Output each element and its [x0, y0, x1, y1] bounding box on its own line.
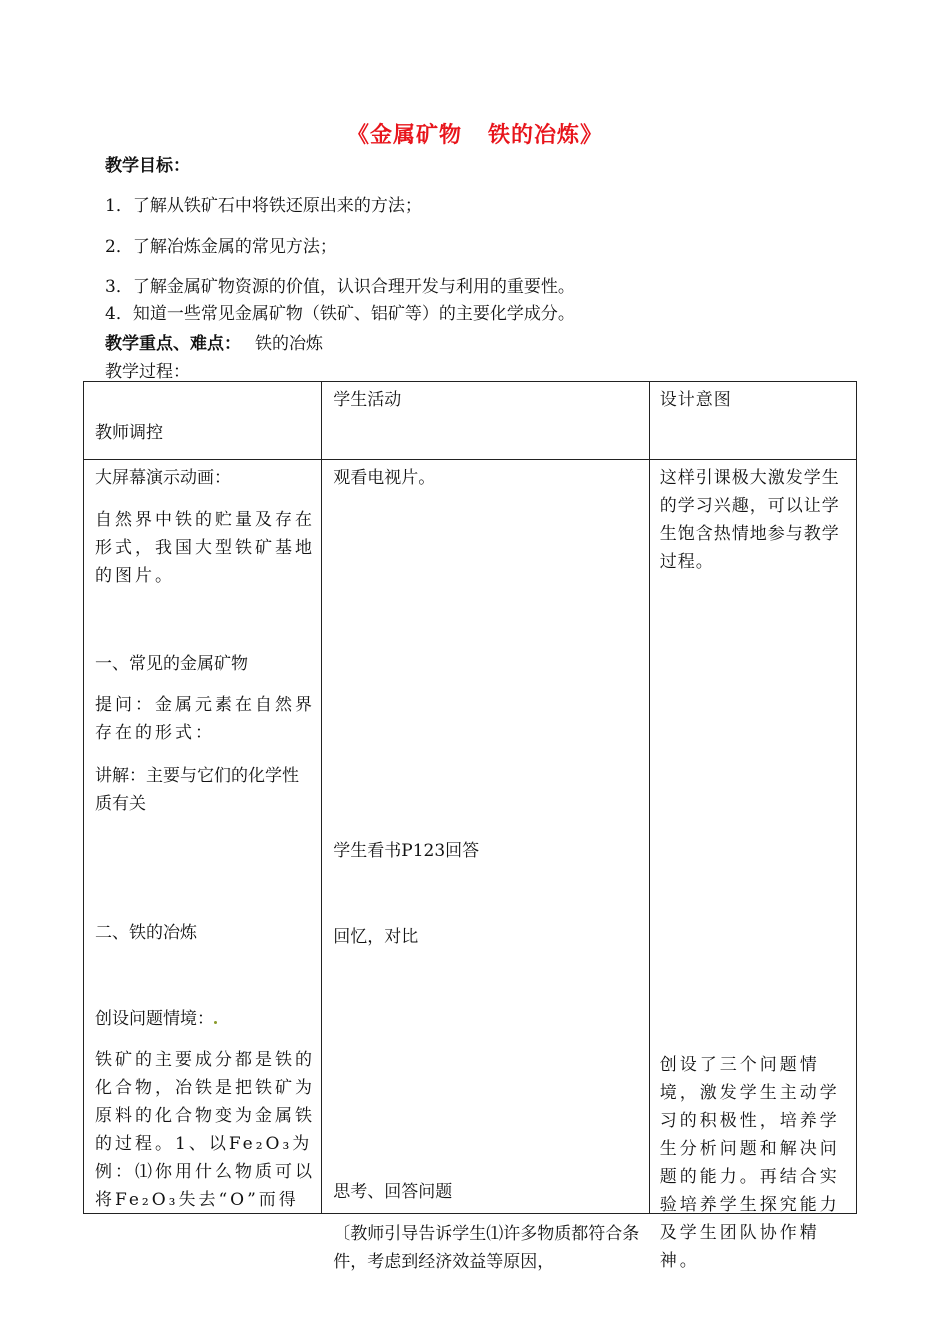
student-text-3: 回忆，对比	[333, 927, 419, 947]
header-student	[322, 382, 649, 460]
teacher-text-7: 创设问题情境：	[95, 1005, 315, 1033]
student-cell	[322, 460, 649, 1272]
teacher-cell	[84, 460, 322, 1214]
student-text-2: 学生看书P123回答	[333, 841, 480, 861]
teacher-text-2: 自然界中铁的贮量及存在形式，我国大型铁矿基地的图片。	[95, 510, 315, 586]
header-student-label: 学生活动	[333, 390, 402, 410]
teacher-text-6: 二、铁的冶炼	[95, 923, 197, 943]
objective-1: 1．了解从铁矿石中将铁还原出来的方法；	[105, 196, 422, 216]
student-text-1: 观看电视片。	[333, 468, 436, 488]
header-intent	[649, 382, 856, 460]
objective-2: 2．了解冶炼金属的常见方法；	[105, 237, 337, 257]
intent-text-1: 这样引课极大激发学生的学习兴趣，可以让学生饱含热情地参与教学过程。	[659, 468, 840, 572]
lesson-plan-table	[83, 381, 857, 1272]
document-title	[0, 118, 950, 149]
teacher-text-8: 铁矿的主要成分都是铁的化合物，冶铁是把铁矿为原料的化合物变为金属铁的过程。1、以Fe₂O₃为例：⑴你用什么物质可以将Fe₂O₃失去“O”而得	[95, 1050, 315, 1210]
header-intent-label: 设计意图	[659, 390, 732, 410]
table-row	[84, 460, 857, 1214]
focus-line	[105, 329, 323, 354]
header-teacher-label: 教师调控	[95, 423, 163, 443]
title-part-1: 《金属矿物	[346, 123, 462, 148]
focus-heading: 教学重点、难点：	[105, 334, 241, 354]
intent-text-2: 创设了三个问题情境，激发学生主动学习的积极性，培养学生分析问题和解决问题的能力。再结合实验培养学生探究能力及学生团队协作精神。	[659, 1055, 840, 1271]
title-part-2: 铁的冶炼》	[488, 123, 604, 148]
teacher-text-4: 提问：金属元素在自然界存在的形式：	[95, 695, 315, 743]
table-header-row	[84, 382, 857, 460]
student-text-4: 思考、回答问题	[333, 1182, 453, 1202]
teacher-text-1: 大屏幕演示动画：	[95, 468, 231, 488]
teacher-text-5: 讲解：主要与它们的化学性质有关	[95, 766, 299, 814]
objective-4: 4．知道一些常见金属矿物（铁矿、铝矿等）的主要化学成分。	[105, 304, 575, 324]
student-text-5: 〔教师引导告诉学生⑴许多物质都符合条件，考虑到经济效益等原因，	[333, 1224, 640, 1272]
objective-3: 3．了解金属矿物资源的价值，认识合理开发与利用的重要性。	[105, 277, 575, 297]
annotation-dot	[214, 1021, 217, 1024]
process-heading: 教学过程：	[105, 362, 190, 382]
teacher-text-3: 一、常见的金属矿物	[95, 654, 248, 674]
objectives-heading: 教学目标：	[105, 156, 190, 176]
intent-cell	[649, 460, 856, 1271]
header-teacher	[84, 382, 322, 460]
focus-value: 铁的冶炼	[255, 334, 323, 354]
